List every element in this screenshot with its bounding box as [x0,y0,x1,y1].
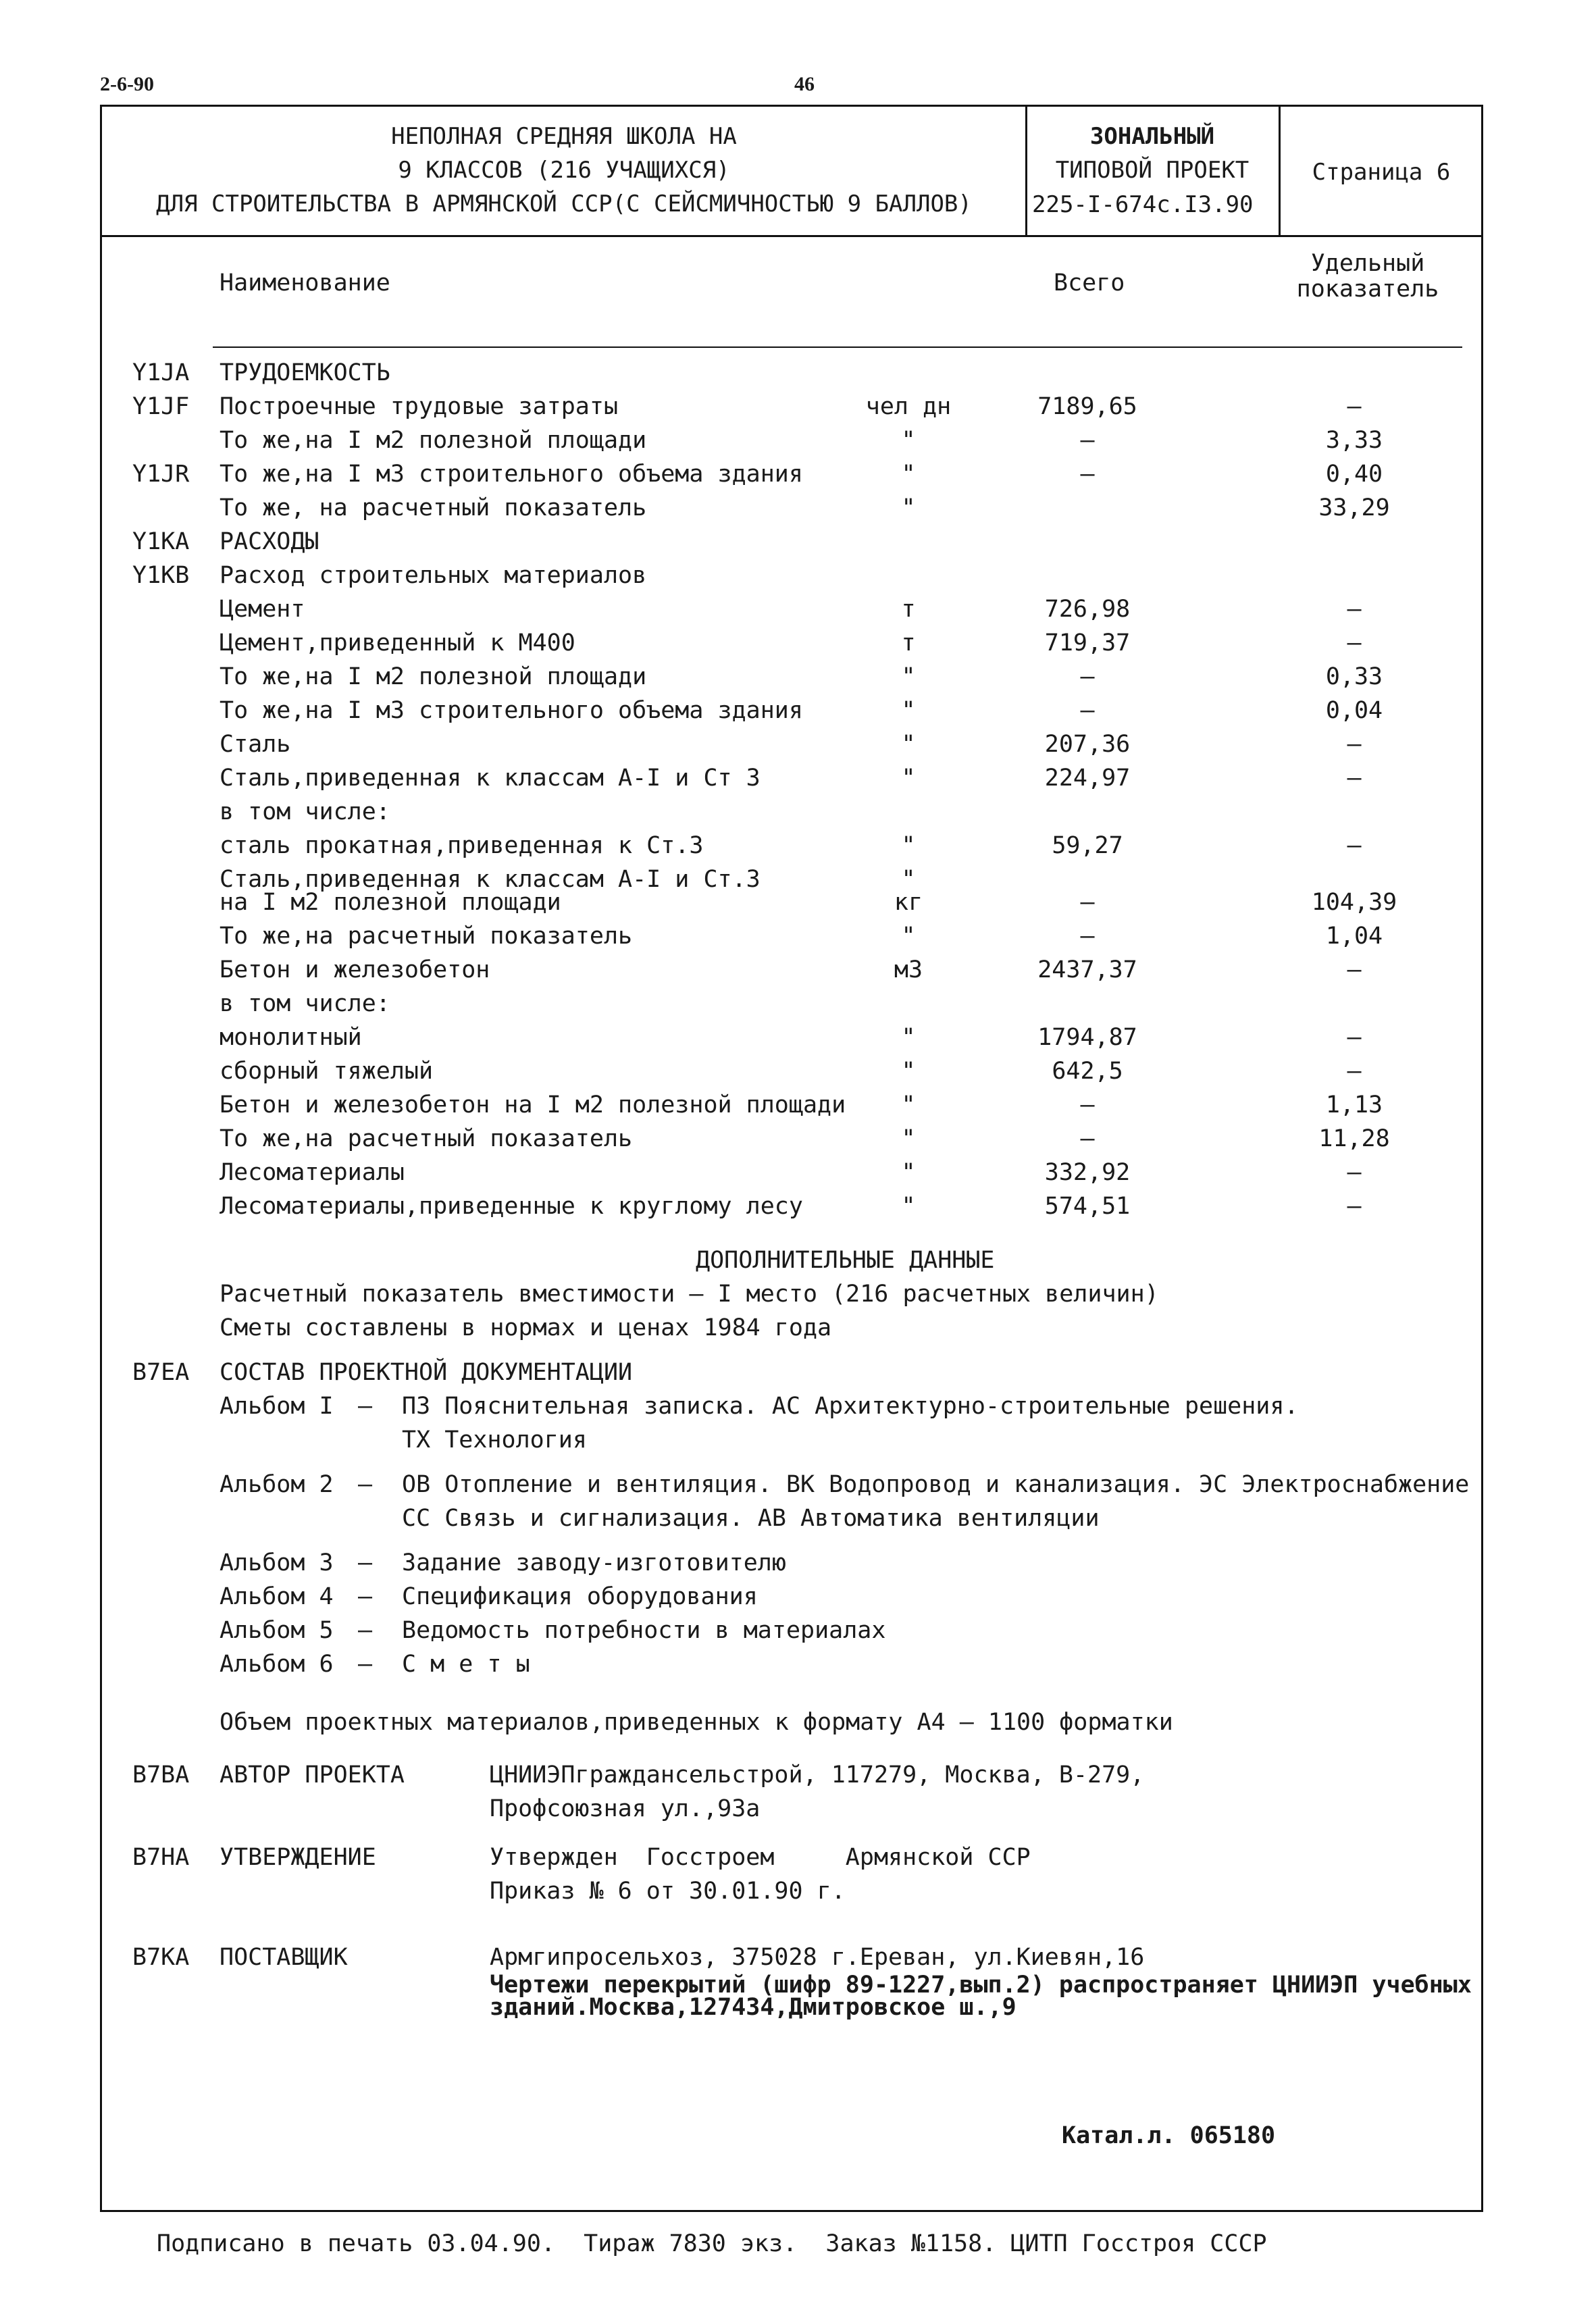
row-specific: 3,33 [1325,427,1383,454]
row-name: Сталь [220,731,291,758]
project-type-line-2: ТИПОВОЙ ПРОЕКТ [1055,157,1250,184]
row-code: Y1KA [132,528,190,555]
row-total: 332,92 [1044,1159,1131,1186]
row-name: Лесоматериалы [220,1159,405,1186]
row-unit: " [901,1058,916,1085]
row-name: То же,на I м3 строительного объема здания [220,697,803,724]
row-code: Y1JA [132,359,190,386]
document-code: 2-6-90 [100,73,154,95]
row-unit: " [901,697,916,724]
row-specific: – [1347,393,1362,420]
page-number: 46 [794,73,815,95]
row-name: Лесоматериалы,приведенные к круглому лесу [220,1193,803,1220]
album-desc: С м е т ы [402,1651,530,1678]
approval-line-2: Приказ № 6 от 30.01.90 г. [490,1878,846,1905]
row-specific: – [1347,629,1362,657]
row-total: – [1080,663,1095,690]
album-label: Альбом 5 [220,1617,334,1644]
title-separator-left [1025,105,1027,235]
approval-line-1: Утвержден Госстроем Армянской ССР [490,1844,1031,1871]
capacity-line: Расчетный показатель вместимости – I место (216 расчетных величин) [220,1281,1159,1308]
row-name: ТРУДОЕМКОСТЬ [220,359,390,386]
album-dash: – [358,1549,373,1576]
row-name: То же,на I м2 полезной площади [220,427,647,454]
row-total: 7189,65 [1037,393,1137,420]
row-specific: 0,40 [1325,461,1383,488]
row-name: в том числе: [220,990,390,1017]
page-label: Страница 6 [1312,159,1451,186]
row-unit: " [901,1193,916,1220]
row-total: – [1080,427,1095,454]
row-total: 207,36 [1044,731,1131,758]
project-type-line-1: ЗОНАЛЬНЫЙ [1089,123,1215,150]
row-unit: " [901,1024,916,1051]
title-line-3: ДЛЯ СТРОИТЕЛЬСТВА В АРМЯНСКОЙ ССР(С СЕЙСМИЧНОСТЬЮ 9 БАЛЛОВ) [156,190,972,217]
row-name: То же,на расчетный показатель [220,923,633,950]
row-specific: – [1347,1024,1362,1051]
row-name: монолитный [220,1024,362,1051]
approval-code: В7НА [132,1844,190,1871]
row-specific: 104,39 [1311,889,1397,916]
row-unit: " [901,663,916,690]
print-footer: Подписано в печать 03.04.90. Тираж 7830 экз. Заказ №1158. ЦИТП Госстроя СССР [157,2230,1267,2257]
supplier-label: ПОСТАВЩИК [220,1944,348,1971]
row-name: Цемент [220,596,305,623]
row-unit: " [901,731,916,758]
row-name: РАСХОДЫ [220,528,319,555]
row-specific: 1,13 [1325,1091,1383,1119]
row-unit: кг [894,889,923,916]
row-name: в том числе: [220,798,390,825]
row-total: 574,51 [1044,1193,1131,1220]
title-separator-right [1279,105,1281,235]
row-unit: м3 [894,956,923,983]
row-total: – [1080,697,1095,724]
row-total: – [1080,1091,1095,1119]
row-total: 726,98 [1044,596,1131,623]
row-unit: " [901,1125,916,1152]
row-name: Расход строительных материалов [220,562,647,589]
docs-code: В7ЕА [132,1359,190,1386]
row-specific: – [1347,765,1362,792]
approval-label: УТВЕРЖДЕНИЕ [220,1844,376,1871]
album-desc: СС Связь и сигнализация. АВ Автоматика вентиляции [402,1505,1100,1532]
project-number: 225-I-674с.I3.90 [1032,191,1254,218]
row-name: сталь прокатная,приведенная к Ст.3 [220,832,704,859]
album-dash: – [358,1393,373,1420]
row-unit: " [901,1091,916,1119]
header-divider [213,346,1462,348]
row-total: 59,27 [1052,832,1123,859]
column-header-total: Всего [1054,269,1125,297]
row-total: – [1080,923,1095,950]
column-header-specific-2: показатель [1296,276,1439,303]
column-header-specific-1: Удельный [1310,250,1425,277]
row-name: То же,на расчетный показатель [220,1125,633,1152]
row-name: сборный тяжелый [220,1058,434,1085]
row-specific: 33,29 [1318,494,1390,521]
row-unit: " [901,461,916,488]
row-total: 224,97 [1044,765,1131,792]
volume-line: Объем проектных материалов,приведенных к формату А4 – 1100 форматки [220,1709,1173,1736]
row-name: Цемент,приведенный к М400 [220,629,575,657]
row-name: Сталь,приведенная к классам А-I и Ст.3 [220,866,761,893]
column-header-name: Наименование [220,269,390,297]
album-label: Альбом 6 [220,1651,334,1678]
album-dash: – [358,1651,373,1678]
album-desc: ПЗ Пояснительная записка. АС Архитектурно-строительные решения. [402,1393,1299,1420]
row-name: Сталь,приведенная к классам А-I и Ст 3 [220,765,761,792]
row-name: Бетон и железобетон [220,956,490,983]
row-unit: т [901,629,916,657]
author-code: В7ВА [132,1762,190,1789]
row-unit: " [901,1159,916,1186]
row-total: 2437,37 [1037,956,1137,983]
album-desc: Задание заводу-изготовителю [402,1549,786,1576]
row-unit: " [901,427,916,454]
row-name: Бетон и железобетон на I м2 полезной площади [220,1091,846,1119]
supplier-code: В7КА [132,1944,190,1971]
row-specific: 11,28 [1318,1125,1390,1152]
album-label: Альбом 3 [220,1549,334,1576]
title-line-2: 9 КЛАССОВ (216 УЧАЩИХСЯ) [398,157,730,184]
catalog-number: Катал.л. 065180 [1062,2122,1276,2149]
title-divider [100,235,1483,237]
row-unit: чел дн [865,393,952,420]
row-code: Y1JR [132,461,190,488]
album-dash: – [358,1583,373,1610]
album-desc: ОВ Отопление и вентиляция. ВК Водопровод и канализация. ЭС Электроснабжение [402,1471,1470,1498]
album-label: Альбом 4 [220,1583,334,1610]
row-total: 1794,87 [1037,1024,1137,1051]
row-total: 719,37 [1044,629,1131,657]
row-name: на I м2 полезной площади [220,889,561,916]
row-specific: 0,04 [1325,697,1383,724]
row-specific: – [1347,1193,1362,1220]
author-line-2: Профсоюзная ул.,93а [490,1795,761,1822]
row-unit: т [901,596,916,623]
row-unit: " [901,494,916,521]
album-dash: – [358,1617,373,1644]
row-total: 642,5 [1052,1058,1123,1085]
row-unit: " [901,832,916,859]
album-desc: Ведомость потребности в материалах [402,1617,886,1644]
album-label: Альбом 2 [220,1471,334,1498]
album-label: Альбом I [220,1393,334,1420]
supplier-line-2: Чертежи перекрытий (шифр 89-1227,вып.2) распространяет ЦНИИЭП учебных [490,1972,1472,1999]
estimate-line: Сметы составлены в нормах и ценах 1984 года [220,1314,832,1341]
row-specific: – [1347,956,1362,983]
row-specific: – [1347,731,1362,758]
row-specific: – [1347,1058,1362,1085]
row-unit: " [901,923,916,950]
supplier-line-1: Армгипросельхоз, 375028 г.Ереван, ул.Киевян,16 [490,1944,1145,1971]
row-unit: " [901,866,916,893]
album-dash: – [358,1471,373,1498]
row-name: То же,на I м3 строительного объема здания [220,461,803,488]
row-specific: 1,04 [1325,923,1383,950]
row-total: – [1080,1125,1095,1152]
row-specific: – [1347,596,1362,623]
row-name: То же, на расчетный показатель [220,494,647,521]
row-code: Y1KB [132,562,190,589]
additional-data-title: ДОПОЛНИТЕЛЬНЫЕ ДАННЫЕ [696,1247,995,1274]
row-total: – [1080,461,1095,488]
author-line-1: ЦНИИЭПграждансельстрой, 117279, Москва, В-279, [490,1762,1145,1789]
row-specific: – [1347,832,1362,859]
row-specific: 0,33 [1325,663,1383,690]
row-name: То же,на I м2 полезной площади [220,663,647,690]
title-line-1: НЕПОЛНАЯ СРЕДНЯЯ ШКОЛА НА [391,123,737,150]
row-specific: – [1347,1159,1362,1186]
author-label: АВТОР ПРОЕКТА [220,1762,405,1789]
row-unit: " [901,765,916,792]
row-total: – [1080,889,1095,916]
album-desc: Спецификация оборудования [402,1583,758,1610]
album-desc: ТХ Технология [402,1426,587,1454]
supplier-line-3: зданий.Москва,127434,Дмитровское ш.,9 [490,1994,1016,2021]
row-code: Y1JF [132,393,190,420]
row-name: Построечные трудовые затраты [220,393,619,420]
docs-title: СОСТАВ ПРОЕКТНОЙ ДОКУМЕНТАЦИИ [220,1359,633,1386]
